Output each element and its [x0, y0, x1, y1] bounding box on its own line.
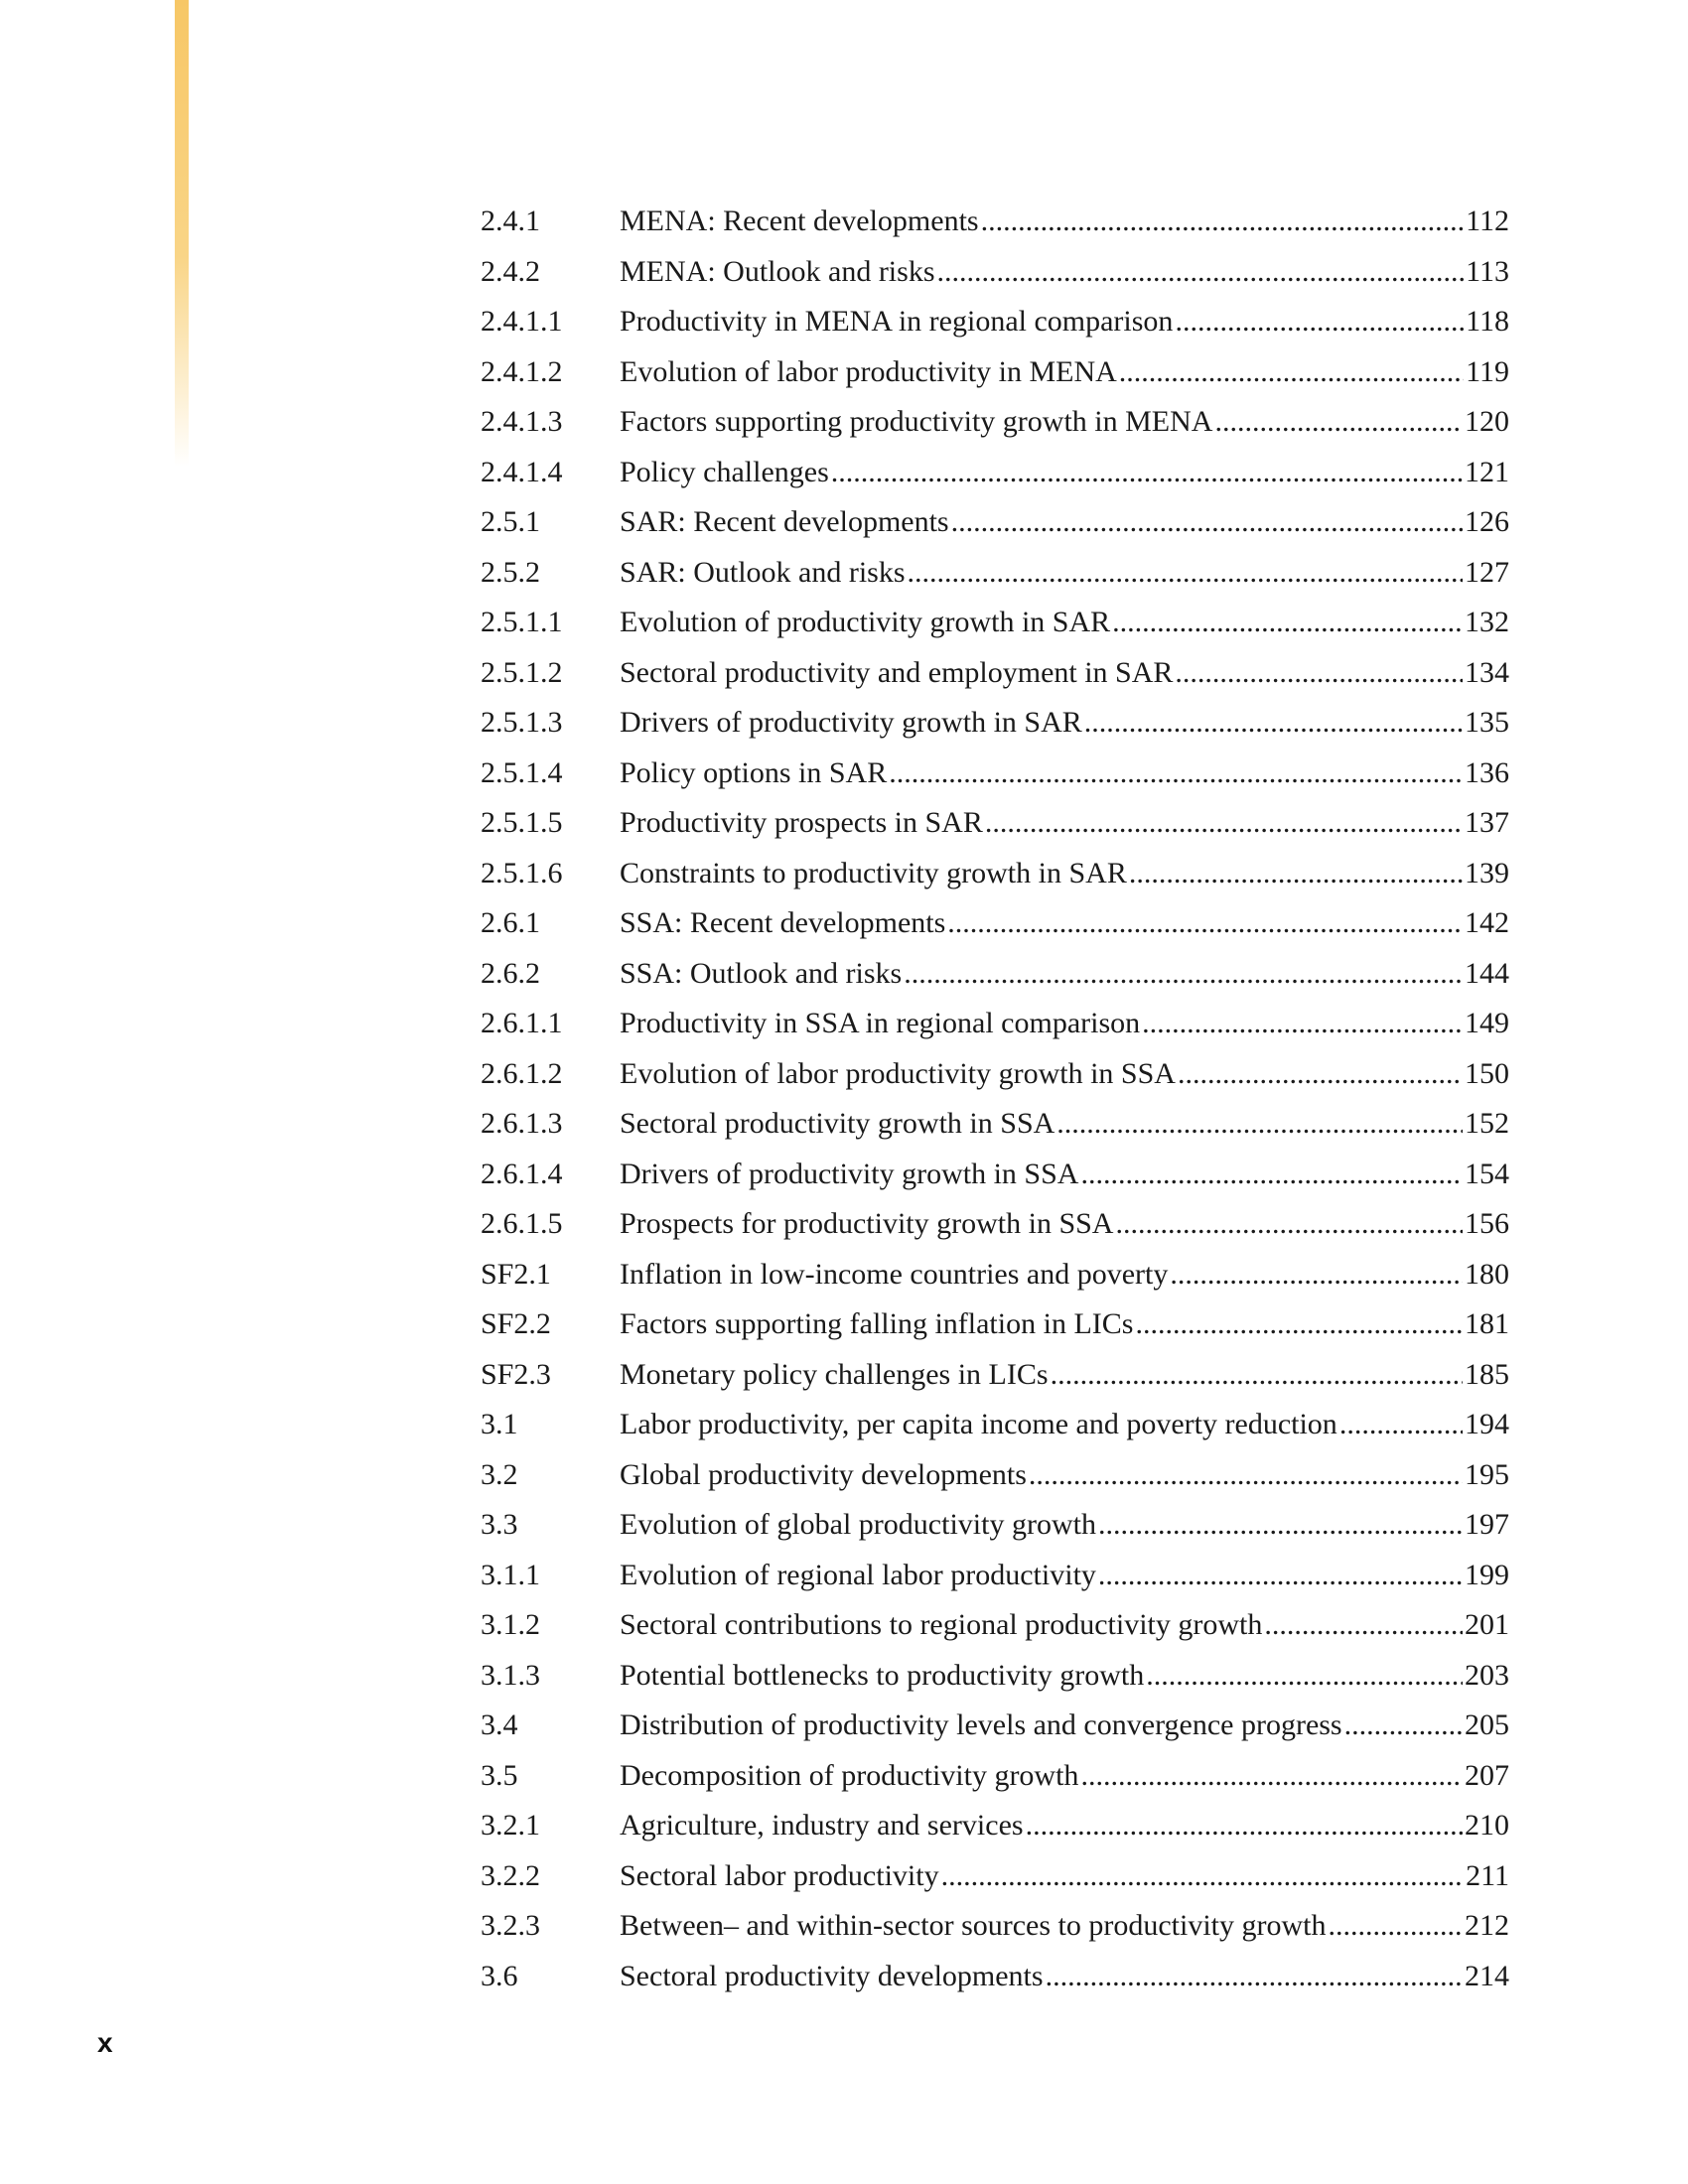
toc-entry[interactable] [481, 999, 1509, 1049]
toc-entry-number: 3.5 [481, 1758, 518, 1792]
toc-entry-title: SSA: Recent developments [620, 906, 946, 939]
toc-entry-title: SAR: Recent developments [620, 505, 949, 538]
toc-entry[interactable] [481, 1350, 1509, 1401]
toc-entry-page: 142 [1465, 906, 1509, 939]
toc-dot-leader [1129, 849, 1463, 898]
toc-entry-title: Productivity in MENA in regional comparison [620, 305, 1174, 338]
toc-entry-title: Factors supporting productivity growth in MENA [620, 405, 1213, 438]
toc-entry-page: 197 [1465, 1508, 1509, 1541]
toc-entry-title: MENA: Recent developments [620, 205, 979, 237]
toc-entry-page: 136 [1465, 755, 1509, 789]
toc-dot-leader [1142, 999, 1463, 1048]
toc-entry[interactable] [481, 1500, 1509, 1551]
toc-dot-leader [1046, 1952, 1463, 2001]
toc-dot-leader [1084, 698, 1463, 748]
toc-entry[interactable] [481, 397, 1509, 448]
toc-entry-page: 150 [1465, 1056, 1509, 1090]
toc-entry-page: 207 [1465, 1758, 1509, 1792]
toc-entry-title: Decomposition of productivity growth [620, 1758, 1079, 1792]
toc-dot-leader [1026, 1801, 1463, 1850]
toc-entry-page: 127 [1465, 555, 1509, 589]
toc-dot-leader [1098, 1500, 1463, 1550]
toc-entry[interactable] [481, 849, 1509, 899]
toc-entry-page: 132 [1465, 606, 1509, 638]
toc-entry[interactable] [481, 1049, 1509, 1100]
table-of-contents [481, 197, 1509, 2001]
toc-entry-page: 156 [1465, 1207, 1509, 1240]
toc-entry[interactable] [481, 749, 1509, 799]
toc-entry[interactable] [481, 497, 1509, 548]
toc-entry-title: Agriculture, industry and services [620, 1809, 1024, 1842]
toc-entry-title: Inflation in low-income countries and poverty [620, 1257, 1169, 1291]
toc-entry[interactable] [481, 1901, 1509, 1952]
toc-entry[interactable] [481, 1701, 1509, 1751]
toc-entry-page: 199 [1465, 1558, 1509, 1591]
toc-dot-leader [1329, 1901, 1463, 1951]
toc-entry-title: Between– and within-sector sources to productivity growth [620, 1909, 1327, 1942]
toc-entry-number: 3.2 [481, 1457, 518, 1491]
toc-entry-title: Evolution of labor productivity growth in SSA [620, 1056, 1176, 1090]
toc-entry-page: 212 [1465, 1909, 1509, 1942]
toc-entry-title: Evolution of global productivity growth [620, 1508, 1096, 1541]
toc-entry-page: 120 [1465, 405, 1509, 438]
toc-entry[interactable] [481, 898, 1509, 949]
toc-entry-title: Sectoral contributions to regional productivity growth [620, 1608, 1263, 1641]
toc-entry-title: Policy challenges [620, 455, 829, 488]
toc-entry-title: SSA: Outlook and risks [620, 956, 903, 990]
toc-dot-leader [985, 798, 1463, 848]
toc-entry[interactable] [481, 798, 1509, 849]
toc-entry-number: 2.5.1.1 [481, 606, 563, 638]
toc-entry[interactable] [481, 648, 1509, 699]
toc-entry[interactable] [481, 1150, 1509, 1200]
toc-entry[interactable] [481, 1651, 1509, 1702]
toc-entry-number: 2.5.1.4 [481, 755, 563, 789]
toc-entry[interactable] [481, 1450, 1509, 1501]
toc-entry[interactable] [481, 1250, 1509, 1300]
toc-dot-leader [1119, 347, 1464, 397]
toc-entry[interactable] [481, 598, 1509, 648]
toc-entry-number: 2.4.1 [481, 205, 540, 237]
toc-entry-title: Drivers of productivity growth in SSA [620, 1157, 1079, 1190]
toc-entry-title: Evolution of regional labor productivity [620, 1558, 1096, 1591]
toc-entry[interactable] [481, 448, 1509, 498]
toc-entry-number: 3.2.3 [481, 1909, 540, 1942]
toc-entry-number: 2.6.1.5 [481, 1207, 563, 1240]
toc-entry-number: 3.1.2 [481, 1608, 540, 1641]
toc-entry-title: Global productivity developments [620, 1457, 1027, 1491]
toc-entry-title: MENA: Outlook and risks [620, 254, 935, 288]
toc-dot-leader [908, 548, 1463, 598]
toc-entry-page: 135 [1465, 706, 1509, 739]
toc-entry-title: Sectoral productivity developments [620, 1959, 1044, 1992]
toc-entry-page: 126 [1465, 505, 1509, 538]
accent-bar [175, 0, 189, 467]
toc-dot-leader [1146, 1651, 1463, 1701]
toc-entry[interactable] [481, 1099, 1509, 1150]
toc-dot-leader [1115, 1199, 1463, 1249]
toc-entry-page: 195 [1465, 1457, 1509, 1491]
toc-entry-number: 3.6 [481, 1959, 518, 1992]
toc-entry[interactable] [481, 247, 1509, 298]
toc-entry-title: Factors supporting falling inflation in LICs [620, 1307, 1134, 1340]
toc-entry-page: 201 [1465, 1608, 1509, 1641]
toc-entry-number: 2.4.1.1 [481, 305, 563, 338]
toc-entry[interactable] [481, 1751, 1509, 1802]
toc-entry-number: 3.2.1 [481, 1809, 540, 1842]
page-number: x [97, 2027, 113, 2058]
toc-entry-number: SF2.2 [481, 1307, 551, 1340]
toc-entry-title: Sectoral productivity growth in SSA [620, 1107, 1055, 1140]
toc-entry-page: 180 [1465, 1257, 1509, 1291]
toc-entry-number: 3.1.1 [481, 1558, 540, 1591]
toc-entry-page: 121 [1465, 455, 1509, 488]
toc-entry[interactable] [481, 949, 1509, 1000]
toc-entry-number: SF2.1 [481, 1257, 551, 1291]
toc-entry[interactable] [481, 1199, 1509, 1250]
toc-dot-leader [1170, 1250, 1463, 1299]
toc-entry[interactable] [481, 297, 1509, 347]
toc-entry[interactable] [481, 1952, 1509, 2002]
toc-entry-page: 154 [1465, 1157, 1509, 1190]
toc-entry-number: 2.5.1.3 [481, 706, 563, 739]
toc-entry-title: Monetary policy challenges in LICs [620, 1357, 1049, 1391]
toc-dot-leader [904, 949, 1463, 999]
toc-dot-leader [981, 197, 1465, 246]
toc-entry-title: Prospects for productivity growth in SSA [620, 1207, 1114, 1240]
toc-dot-leader [1051, 1350, 1463, 1400]
toc-entry[interactable] [481, 698, 1509, 749]
toc-dot-leader [1175, 297, 1464, 346]
toc-entry-number: 2.6.1.1 [481, 1007, 563, 1039]
toc-dot-leader [1135, 1299, 1463, 1349]
toc-dot-leader [1214, 397, 1463, 447]
toc-dot-leader [947, 898, 1463, 948]
toc-entry[interactable] [481, 548, 1509, 599]
toc-entry-page: 194 [1465, 1408, 1509, 1440]
toc-entry-page: 137 [1465, 806, 1509, 839]
toc-dot-leader [1264, 1600, 1463, 1650]
toc-entry-number: 2.6.2 [481, 956, 540, 990]
toc-entry-page: 144 [1465, 956, 1509, 990]
toc-dot-leader [937, 247, 1465, 297]
toc-entry-title: Productivity in SSA in regional comparison [620, 1007, 1141, 1039]
toc-entry-number: 2.6.1 [481, 906, 540, 939]
toc-entry-number: 3.1.3 [481, 1658, 540, 1692]
toc-entry-page: 119 [1466, 354, 1509, 388]
toc-entry-number: 3.3 [481, 1508, 518, 1541]
toc-entry-number: 2.4.2 [481, 254, 540, 288]
toc-entry-page: 118 [1466, 305, 1509, 338]
toc-entry-number: 2.6.1.4 [481, 1157, 563, 1190]
toc-dot-leader [1175, 648, 1463, 698]
toc-dot-leader [831, 448, 1463, 497]
toc-entry-page: 181 [1465, 1307, 1509, 1340]
toc-entry[interactable] [481, 1299, 1509, 1350]
toc-entry-title: Evolution of productivity growth in SAR [620, 606, 1111, 638]
toc-entry-page: 205 [1465, 1708, 1509, 1741]
toc-dot-leader [1080, 1150, 1463, 1199]
toc-entry-page: 139 [1465, 856, 1509, 889]
toc-entry-page: 149 [1465, 1007, 1509, 1039]
toc-dot-leader [1178, 1049, 1463, 1099]
toc-entry[interactable] [481, 1600, 1509, 1651]
toc-entry-number: 3.4 [481, 1708, 518, 1741]
toc-entry-page: 112 [1466, 205, 1509, 237]
toc-entry-number: 3.2.2 [481, 1858, 540, 1892]
toc-entry-page: 210 [1465, 1809, 1509, 1842]
toc-entry-title: Labor productivity, per capita income and poverty reduction [620, 1408, 1337, 1440]
toc-entry-page: 211 [1466, 1858, 1509, 1892]
toc-dot-leader [1112, 598, 1463, 647]
toc-entry-title: Constraints to productivity growth in SAR [620, 856, 1127, 889]
toc-dot-leader [1080, 1751, 1463, 1801]
toc-entry-title: Drivers of productivity growth in SAR [620, 706, 1082, 739]
toc-entry-title: Sectoral productivity and employment in SAR [620, 655, 1174, 689]
toc-entry-title: Potential bottlenecks to productivity growth [620, 1658, 1145, 1692]
toc-entry-page: 185 [1465, 1357, 1509, 1391]
toc-dot-leader [951, 497, 1463, 547]
toc-entry-title: Productivity prospects in SAR [620, 806, 983, 839]
toc-entry[interactable] [481, 1551, 1509, 1601]
toc-entry-page: 203 [1465, 1658, 1509, 1692]
toc-dot-leader [1056, 1099, 1463, 1149]
toc-entry-title: Distribution of productivity levels and convergence progress [620, 1708, 1342, 1741]
toc-entry-page: 214 [1465, 1959, 1509, 1992]
toc-entry-number: 2.5.1.2 [481, 655, 563, 689]
toc-entry-title: Policy options in SAR [620, 755, 888, 789]
toc-entry-title: Evolution of labor productivity in MENA [620, 354, 1117, 388]
toc-entry-number: SF2.3 [481, 1357, 551, 1391]
toc-entry-page: 134 [1465, 655, 1509, 689]
toc-entry[interactable] [481, 197, 1509, 247]
toc-entry[interactable] [481, 1400, 1509, 1450]
toc-entry-page: 152 [1465, 1107, 1509, 1140]
toc-entry-number: 2.5.1.5 [481, 806, 563, 839]
toc-dot-leader [1339, 1400, 1463, 1449]
toc-entry-number: 2.4.1.4 [481, 455, 563, 488]
toc-dot-leader [941, 1851, 1465, 1901]
toc-entry[interactable] [481, 1801, 1509, 1851]
toc-entry[interactable] [481, 1851, 1509, 1902]
toc-entry[interactable] [481, 347, 1509, 398]
toc-entry-number: 2.5.1.6 [481, 856, 563, 889]
toc-entry-number: 2.5.1 [481, 505, 540, 538]
toc-entry-number: 2.4.1.3 [481, 405, 563, 438]
toc-entry-number: 2.6.1.2 [481, 1056, 563, 1090]
toc-dot-leader [1029, 1450, 1463, 1500]
toc-entry-title: Sectoral labor productivity [620, 1858, 939, 1892]
toc-entry-title: SAR: Outlook and risks [620, 555, 906, 589]
toc-dot-leader [1098, 1551, 1463, 1600]
toc-entry-number: 3.1 [481, 1408, 518, 1440]
toc-entry-number: 2.5.2 [481, 555, 540, 589]
toc-dot-leader [889, 749, 1463, 798]
toc-dot-leader [1344, 1701, 1463, 1750]
toc-entry-page: 113 [1466, 254, 1509, 288]
toc-entry-number: 2.6.1.3 [481, 1107, 563, 1140]
toc-entry-number: 2.4.1.2 [481, 354, 563, 388]
